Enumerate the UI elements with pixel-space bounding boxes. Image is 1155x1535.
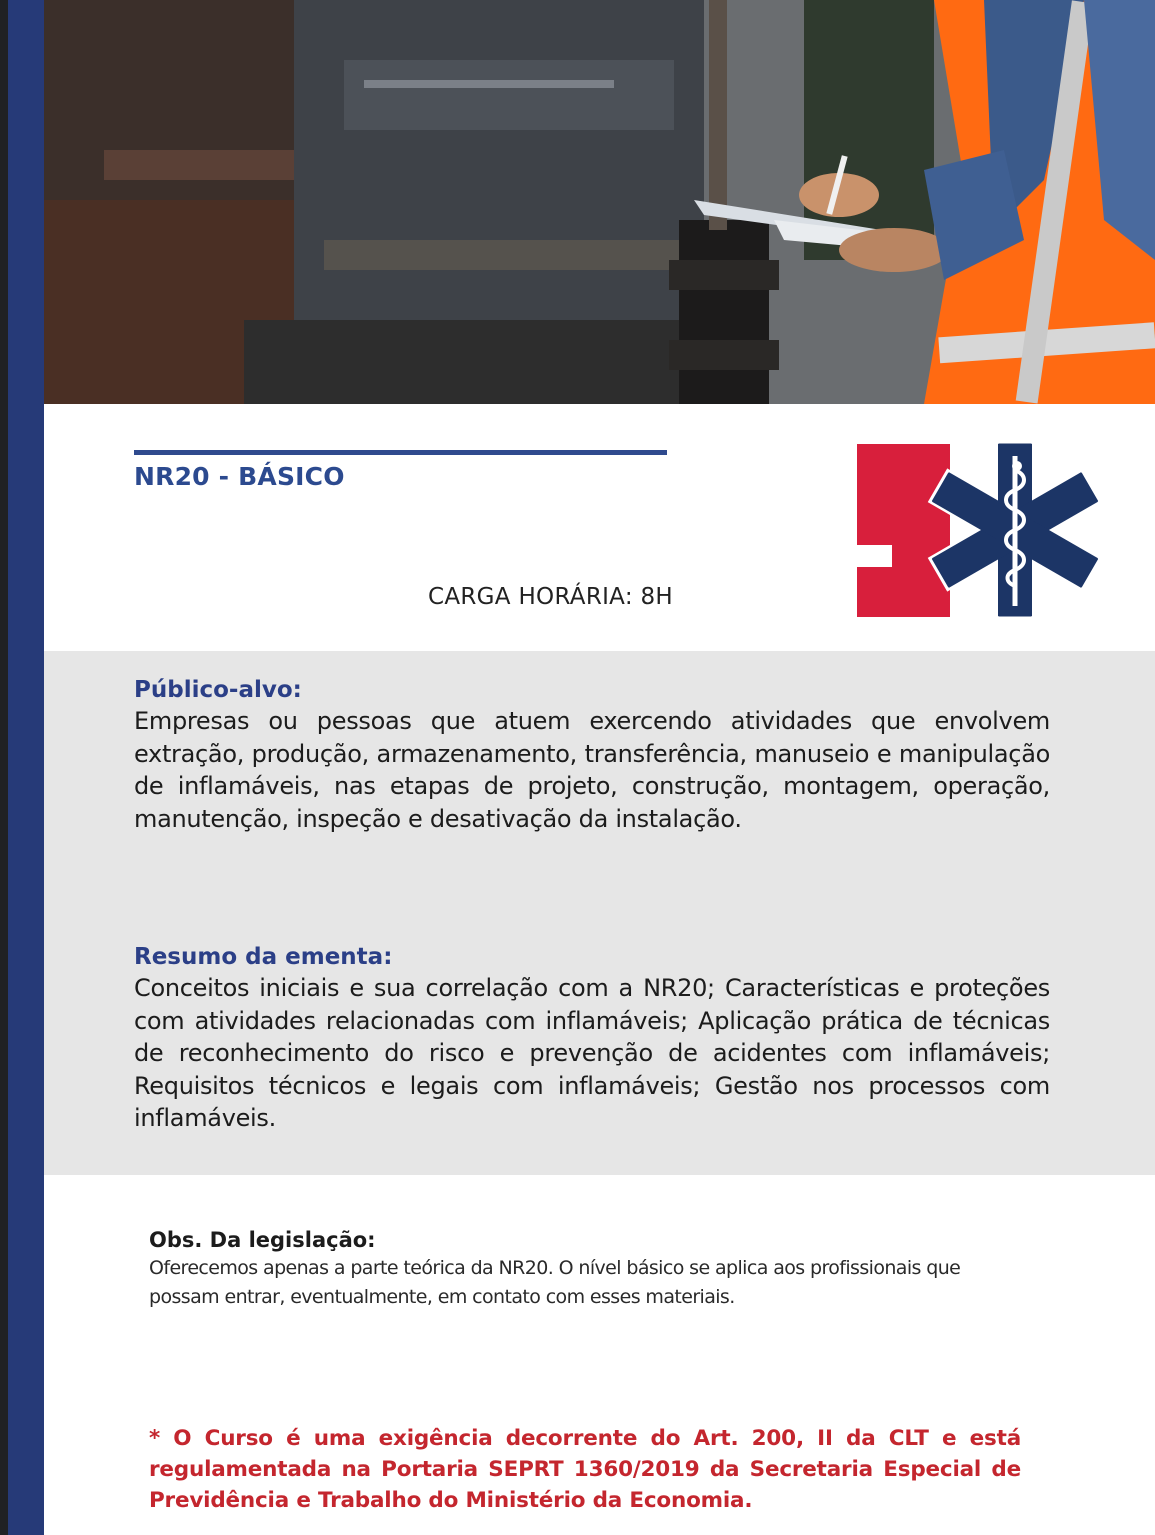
syllabus-heading: Resumo da ementa: [134,944,393,970]
title-rule [134,450,667,455]
target-audience-text: Empresas ou pessoas que atuem exercendo atividades que envolvem extração, produção, armazenamento, transferência, manuseio e manipulação de inflamáveis, nas etapas de projeto, construção, montagem, operação, manutenção, inspeção e desativação da instalação. [134,707,1050,833]
target-audience-section [134,675,1050,835]
target-audience-heading: Público-alvo: [134,677,302,703]
syllabus-text: Conceitos iniciais e sua correlação com a NR20; Características e proteções com atividades relacionadas com inflamáveis; Aplicação prática de técnicas de reconhecimento do risco e prevenção de acidentes com inflamáveis; Requisitos técnicos e legais com inflamáveis; Gestão nos processos com inflamáveis. [134,974,1050,1132]
workload-text: CARGA HORÁRIA: 8H [428,584,674,610]
course-title: NR20 - BÁSICO [134,462,345,491]
legal-notice: * O Curso é uma exigência decorrente do Art. 200, II da CLT e está regulamentada na Portaria SEPRT 1360/2019 da Secretaria Especial de Previdência e Trabalho do Ministério da Economia. [149,1426,1021,1513]
syllabus-section [134,942,1050,1135]
hero-photo [44,0,1155,404]
left-edge-bar [0,0,8,1535]
navy-side-bar [8,0,44,1535]
hero-illustration [44,0,1155,404]
brand-logo [855,441,1103,623]
legislation-text: Oferecemos apenas a parte teórica da NR20. O nível básico se aplica aos profissionais que possam entrar, eventualmente, em contato com esses materiais. [149,1257,961,1308]
legislation-section [149,1226,1029,1312]
legislation-heading: Obs. Da legislação: [149,1228,376,1252]
star-of-life-logo-icon [855,441,1103,619]
